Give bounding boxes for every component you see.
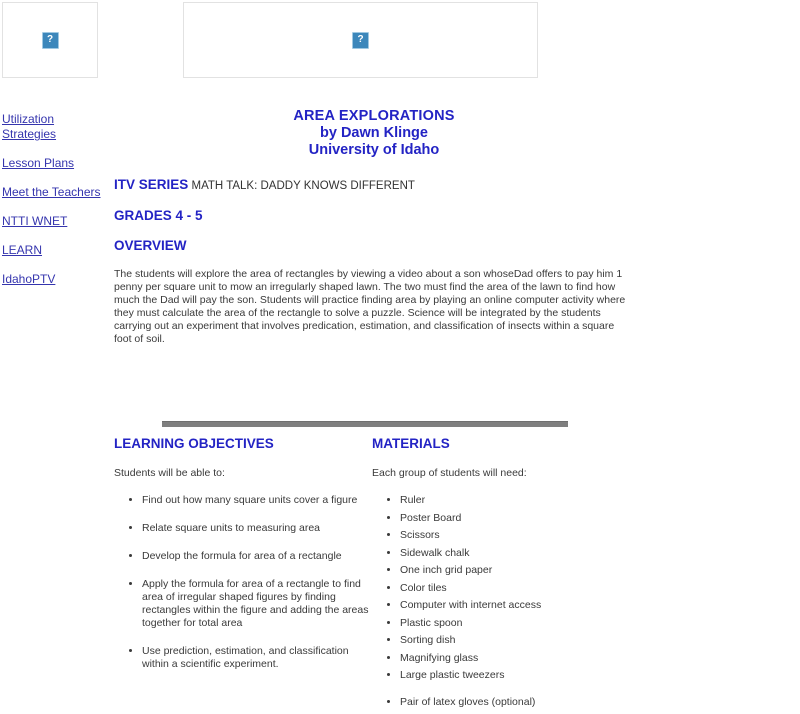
list-item: • Plastic spoon [400, 617, 632, 630]
materials-section [372, 436, 632, 714]
list-item: • Sidewalk chalk [400, 547, 632, 560]
sidebar-item-learn[interactable]: LEARN [2, 243, 43, 257]
sidebar-nav [2, 112, 102, 301]
broken-image-icon [42, 32, 59, 49]
list-item: • Scissors [400, 529, 632, 542]
page-title-author: by Dawn Klinge [320, 125, 428, 141]
list-item: • Computer with internet access [400, 599, 632, 612]
itv-series-heading [114, 177, 634, 194]
site-logo-image-placeholder [2, 2, 98, 78]
grades-heading: GRADES 4 - 5 [114, 208, 203, 223]
header-image-row [0, 0, 800, 80]
list-item: • Use prediction, estimation, and classification within a scientific experiment. [142, 645, 372, 671]
broken-image-icon [352, 32, 369, 49]
sidebar-item-utilization-strategies[interactable]: Utilization Strategies [2, 112, 57, 141]
sidebar-item-meet-the-teachers[interactable]: Meet the Teachers [2, 185, 101, 199]
sidebar-item-idahoptv[interactable]: IdahoPTV [2, 272, 56, 286]
itv-series-label: ITV SERIES [114, 177, 189, 192]
list-item: • Apply the formula for area of a rectangle to find area of irregular shaped figures by finding rectangles within the figure and adding the areas together for total area [142, 578, 372, 630]
materials-heading: MATERIALS [372, 436, 450, 451]
list-item: • Relate square units to measuring area [142, 522, 372, 535]
list-item: • Magnifying glass [400, 652, 632, 665]
list-item: • Color tiles [400, 582, 632, 595]
learning-objectives-lead: Students will be able to: [114, 467, 225, 479]
list-item: • Develop the formula for area of a rectangle [142, 550, 372, 563]
list-item: • Large plastic tweezers [400, 669, 632, 682]
learning-objectives-list [114, 494, 372, 671]
itv-series-value: MATH TALK: DADDY KNOWS DIFFERENT [191, 180, 415, 192]
list-item: • Poster Board [400, 512, 632, 525]
overview-paragraph: The students will explore the area of rectangles by viewing a video about a son whoseDad offers to pay him 1 penny per square unit to mow an irregularly shaped lawn. The two must find the area of the lawn to find how much the Dad will pay the son. Students will practice finding area by playing an online computer activity where they must calculate the area of the rectangle to solve a puzzle. Science will be integrated by the students carrying out an experiment that involves predication, estimation, and classification of insects within a square foot of soil. [114, 268, 626, 345]
list-item: • One inch grid paper [400, 564, 632, 577]
page-title-institution: University of Idaho [308, 142, 440, 158]
sidebar-item-ntti-wnet[interactable]: NTTI WNET [2, 214, 68, 228]
list-item: • Pair of latex gloves (optional) [400, 696, 632, 709]
page-title [114, 108, 634, 159]
overview-heading: OVERVIEW [114, 238, 187, 253]
banner-image-placeholder [183, 2, 538, 78]
sidebar-item-lesson-plans[interactable]: Lesson Plans [2, 156, 75, 170]
lower-columns [114, 436, 674, 714]
materials-list [372, 494, 632, 682]
learning-objectives-section [114, 436, 372, 714]
page-title-line-1: AREA EXPLORATIONS [293, 108, 455, 124]
section-divider [162, 421, 568, 427]
materials-lead: Each group of students will need: [372, 467, 527, 479]
list-item: • Find out how many square units cover a figure [142, 494, 372, 507]
list-item: • Sorting dish [400, 634, 632, 647]
materials-optional-list [372, 696, 632, 709]
main-content [114, 108, 634, 352]
list-item: • Ruler [400, 494, 632, 507]
learning-objectives-heading: LEARNING OBJECTIVES [114, 436, 274, 451]
